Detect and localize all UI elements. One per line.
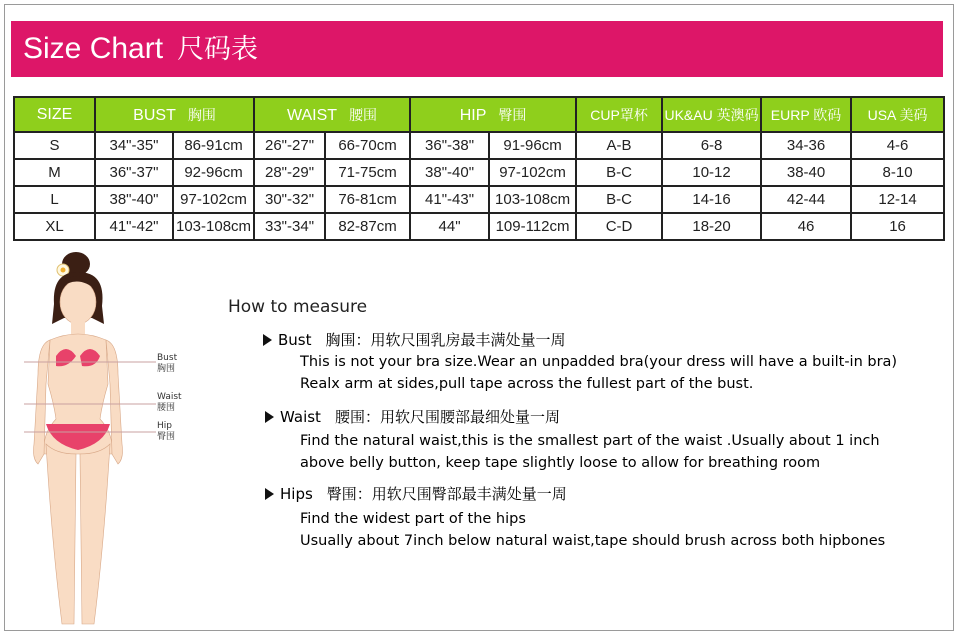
title-en: Size Chart bbox=[23, 32, 164, 65]
measure-description: Realx arm at sides,pull tape across the fullest part of the bust. bbox=[300, 376, 754, 392]
table-cell: S bbox=[14, 132, 95, 159]
body-measure-figure bbox=[16, 244, 216, 634]
size-table bbox=[13, 96, 945, 241]
triangle-right-icon bbox=[265, 411, 274, 423]
table-cell: 92-96cm bbox=[173, 159, 254, 186]
triangle-right-icon bbox=[263, 334, 272, 346]
hip-label: Hip bbox=[157, 421, 172, 431]
table-cell: M bbox=[14, 159, 95, 186]
table-cell: 14-16 bbox=[662, 186, 761, 213]
table-cell: 10-12 bbox=[662, 159, 761, 186]
how-to-measure bbox=[228, 297, 948, 325]
measure-item-cn: 腰围：用软尺围腰部最细处量一周 bbox=[334, 408, 560, 426]
title-cn: 尺码表 bbox=[177, 34, 259, 65]
table-cell: L bbox=[14, 186, 95, 213]
table-cell: 71-75cm bbox=[325, 159, 410, 186]
waist-label: Waist bbox=[157, 392, 182, 402]
header-hip: HIP 臀围 bbox=[410, 97, 576, 132]
table-cell: 36"-37" bbox=[95, 159, 173, 186]
table-cell: A-B bbox=[576, 132, 662, 159]
table-cell: 38"-40" bbox=[95, 186, 173, 213]
size-table-body bbox=[14, 132, 944, 240]
table-cell: 4-6 bbox=[851, 132, 944, 159]
table-cell: 97-102cm bbox=[173, 186, 254, 213]
neck bbox=[71, 320, 85, 334]
header-size: SIZE bbox=[14, 97, 95, 132]
table-cell: 97-102cm bbox=[489, 159, 576, 186]
table-cell: B-C bbox=[576, 186, 662, 213]
table-cell: 38"-40" bbox=[410, 159, 489, 186]
table-cell: 42-44 bbox=[761, 186, 851, 213]
measure-item-label: Bust bbox=[278, 331, 312, 349]
table-cell: 44" bbox=[410, 213, 489, 240]
bust-label-cn: 胸围 bbox=[157, 364, 176, 374]
table-cell: 82-87cm bbox=[325, 213, 410, 240]
table-row bbox=[14, 132, 944, 159]
table-row bbox=[14, 186, 944, 213]
table-cell: 46 bbox=[761, 213, 851, 240]
header-bust: BUST 胸围 bbox=[95, 97, 254, 132]
measure-item-cn: 臀围：用软尺围臀部最丰满处量一周 bbox=[326, 485, 567, 503]
title-banner bbox=[11, 21, 943, 77]
triangle-right-icon bbox=[265, 488, 274, 500]
table-cell: 38-40 bbox=[761, 159, 851, 186]
header-ukau: UK&AU 英澳码 bbox=[662, 97, 761, 132]
table-cell: 18-20 bbox=[662, 213, 761, 240]
table-header-row bbox=[14, 97, 944, 132]
measure-item-heading bbox=[265, 406, 560, 427]
measure-description: Usually about 7inch below natural waist,tape should brush across both hipbones bbox=[300, 533, 886, 549]
measure-description: This is not your bra size.Wear an unpadded bra(your dress will have a built-in bra) bbox=[300, 354, 898, 370]
table-cell: C-D bbox=[576, 213, 662, 240]
bust-label: Bust bbox=[157, 353, 178, 363]
table-cell: 30"-32" bbox=[254, 186, 325, 213]
header-eurp: EURP 欧码 bbox=[761, 97, 851, 132]
measure-item-cn: 胸围：用软尺围乳房最丰满处量一周 bbox=[325, 331, 566, 349]
table-cell: 6-8 bbox=[662, 132, 761, 159]
page-title bbox=[23, 21, 258, 77]
header-waist: WAIST 腰围 bbox=[254, 97, 410, 132]
table-cell: 41"-42" bbox=[95, 213, 173, 240]
hip-label-cn: 臀围 bbox=[157, 432, 176, 442]
table-cell: B-C bbox=[576, 159, 662, 186]
waist-label-cn: 腰围 bbox=[157, 403, 176, 413]
table-cell: XL bbox=[14, 213, 95, 240]
measure-item-label: Waist bbox=[280, 408, 321, 426]
face bbox=[60, 280, 96, 324]
legs bbox=[46, 444, 110, 624]
measure-item-heading bbox=[265, 483, 567, 504]
measure-item-label: Hips bbox=[280, 485, 313, 503]
table-cell: 109-112cm bbox=[489, 213, 576, 240]
table-row bbox=[14, 213, 944, 240]
table-cell: 16 bbox=[851, 213, 944, 240]
table-cell: 34-36 bbox=[761, 132, 851, 159]
table-cell: 103-108cm bbox=[489, 186, 576, 213]
header-cup: CUP罩杯 bbox=[576, 97, 662, 132]
table-cell: 12-14 bbox=[851, 186, 944, 213]
table-cell: 36"-38" bbox=[410, 132, 489, 159]
table-cell: 34"-35" bbox=[95, 132, 173, 159]
table-cell: 103-108cm bbox=[173, 213, 254, 240]
measure-description: Find the natural waist,this is the smallest part of the waist .Usually about 1 inch bbox=[300, 433, 880, 449]
table-cell: 28"-29" bbox=[254, 159, 325, 186]
table-cell: 33"-34" bbox=[254, 213, 325, 240]
measure-description: above belly button, keep tape slightly loose to allow for breathing room bbox=[300, 455, 821, 471]
how-to-title: How to measure bbox=[228, 297, 368, 317]
table-cell: 76-81cm bbox=[325, 186, 410, 213]
header-usa: USA 美码 bbox=[851, 97, 944, 132]
measure-item-heading bbox=[263, 329, 566, 350]
table-cell: 8-10 bbox=[851, 159, 944, 186]
table-cell: 26"-27" bbox=[254, 132, 325, 159]
table-cell: 86-91cm bbox=[173, 132, 254, 159]
table-row bbox=[14, 159, 944, 186]
measure-description: Find the widest part of the hips bbox=[300, 511, 526, 527]
table-cell: 66-70cm bbox=[325, 132, 410, 159]
table-cell: 41"-43" bbox=[410, 186, 489, 213]
table-cell: 91-96cm bbox=[489, 132, 576, 159]
